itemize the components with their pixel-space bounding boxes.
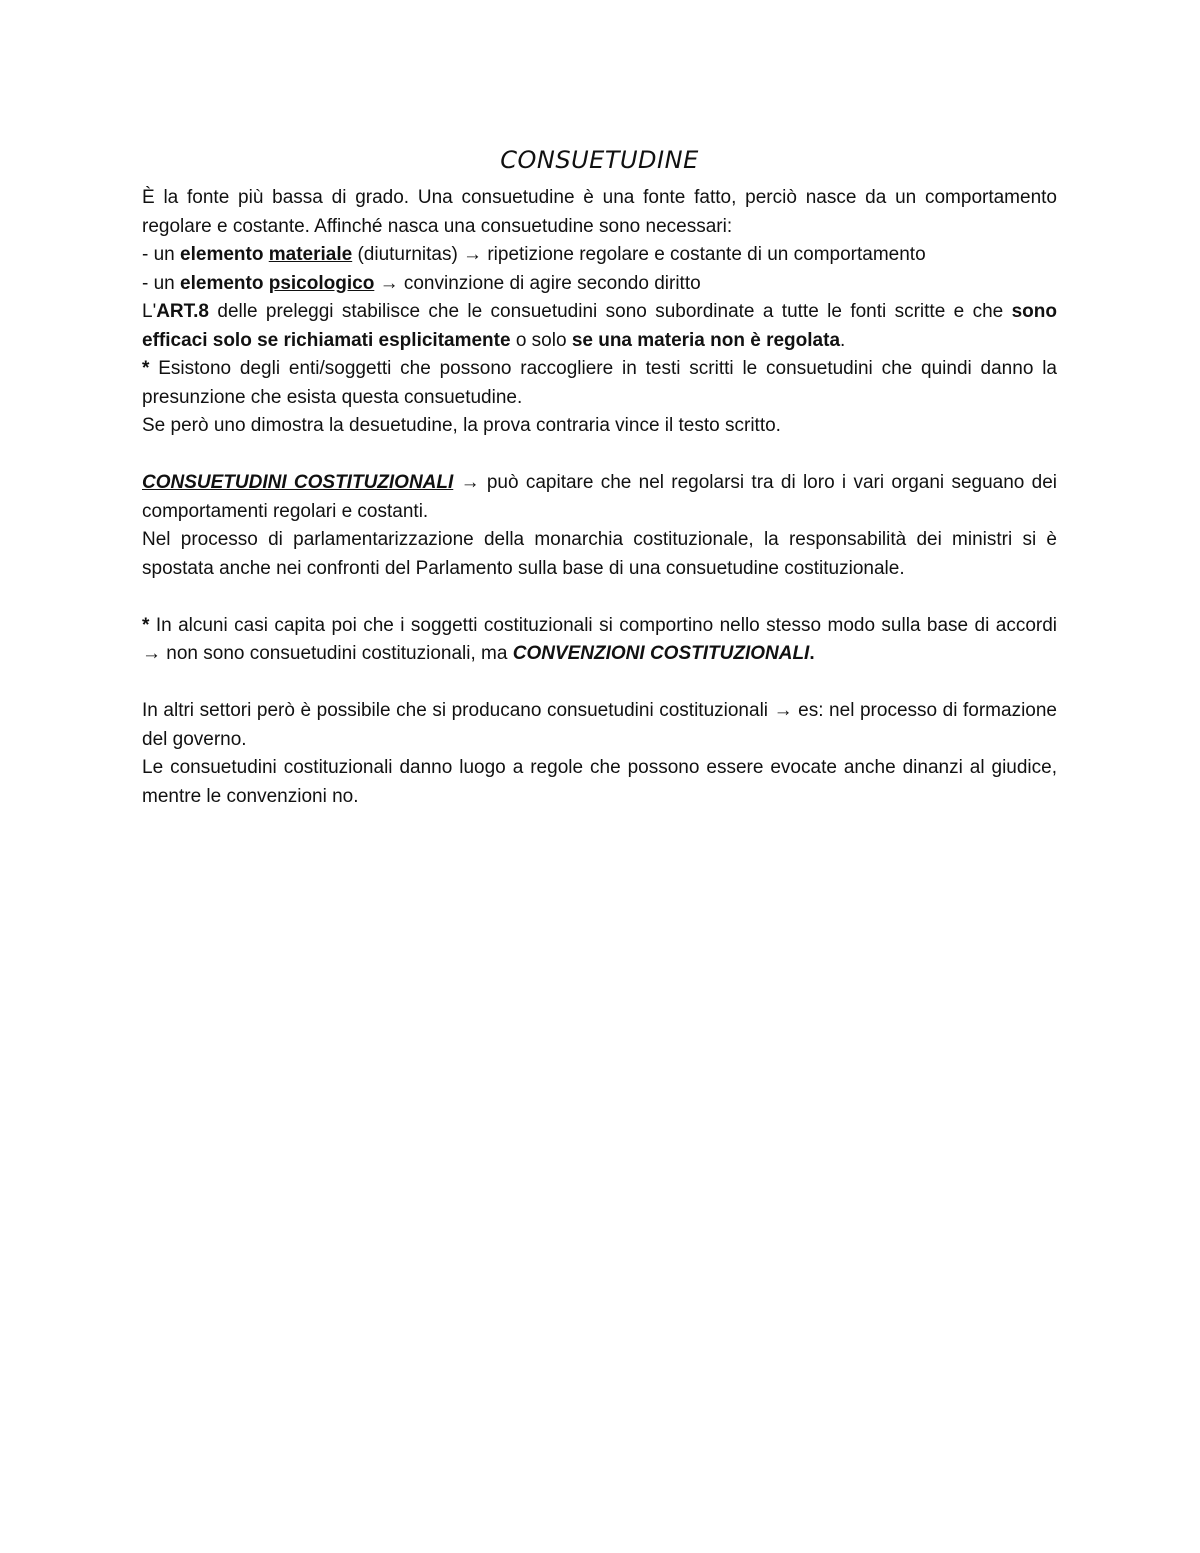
art-text: o solo [510,329,572,351]
bold-term: elemento [180,272,264,294]
conventions-paragraph [142,612,1057,669]
spacer-line [142,669,1057,698]
parliament-paragraph: Nel processo di parlamentarizzazione della monarchia costituzionale, la responsabilità dei ministri si è spostata anche nei confronti del Parlamento sulla base di una consuetudine costituzionale. [142,529,1057,579]
bold-term: elemento [180,244,264,265]
underlined-term: materiale [268,244,353,265]
document-page [142,140,1057,811]
document-title: CONSUETUDINE [500,146,699,174]
art-label: ART.8 [156,301,209,322]
desuetudine-paragraph: Se però uno dimostra la desuetudine, la prova contraria vince il testo scritto. [142,415,781,436]
note-text: In alcuni casi capita poi che i soggetti costituzionali si comportino nello stesso modo sulla base di accordi → non sono consuetudini costituzionali, ma [142,614,1057,664]
spacer-line [142,441,1057,470]
underlined-term: psicologico [268,272,375,294]
list-prefix: - un [142,244,181,265]
list-text: (diuturnitas) → ripetizione regolare e costante di un comportamento [352,244,926,265]
art-end: . [840,329,846,351]
other-sectors-paragraph: In altri settori però è possibile che si producano consuetudini costituzionali → es: nel processo di formazione del governo. [142,700,1057,750]
list-item-psychological [142,270,1057,299]
note-end: . [809,643,815,664]
art-text: delle preleggi stabilisce che le consuetudini sono subordinate a tutte le fonti scritte e che [209,301,1012,322]
final-paragraph: Le consuetudini costituzionali danno luogo a regole che possono essere evocate anche dinanzi al giudice, mentre le convenzioni no. [142,757,1057,807]
art-prefix: L' [142,301,157,322]
note-text: Esistono degli enti/soggetti che possono raccogliere in testi scritti le consuetudini che quindi danno la presunzione che esista questa consuetudine. [142,358,1057,408]
list-prefix: - un [142,272,181,294]
spacer-line [142,583,1057,612]
section-heading: CONSUETUDINI COSTITUZIONALI [142,472,454,493]
asterisk-marker: * [142,358,150,379]
intro-paragraph: È la fonte più bassa di grado. Una consuetudine è una fonte fatto, perciò nasce da un comportamento regolare e costante. Affinché nasca una consuetudine sono necessari: [142,187,1057,237]
art8-paragraph [142,298,1057,355]
list-text: → convinzione di agire secondo diritto [374,272,701,294]
section-text: → può capitare che nel regolarsi tra di loro i vari organi seguano dei comportamenti regolari e costanti. [142,472,1057,522]
list-item-material [142,241,1057,270]
emphasis-text: sono efficaci solo se richiamati esplicitamente [142,301,1057,351]
conventions-term: CONVENZIONI COSTITUZIONALI [512,643,810,664]
asterisk-marker: * [142,614,150,636]
emphasis-text: se una materia non è regolata [571,329,841,351]
note-paragraph [142,355,1057,412]
constitutional-customs-paragraph [142,469,1057,526]
